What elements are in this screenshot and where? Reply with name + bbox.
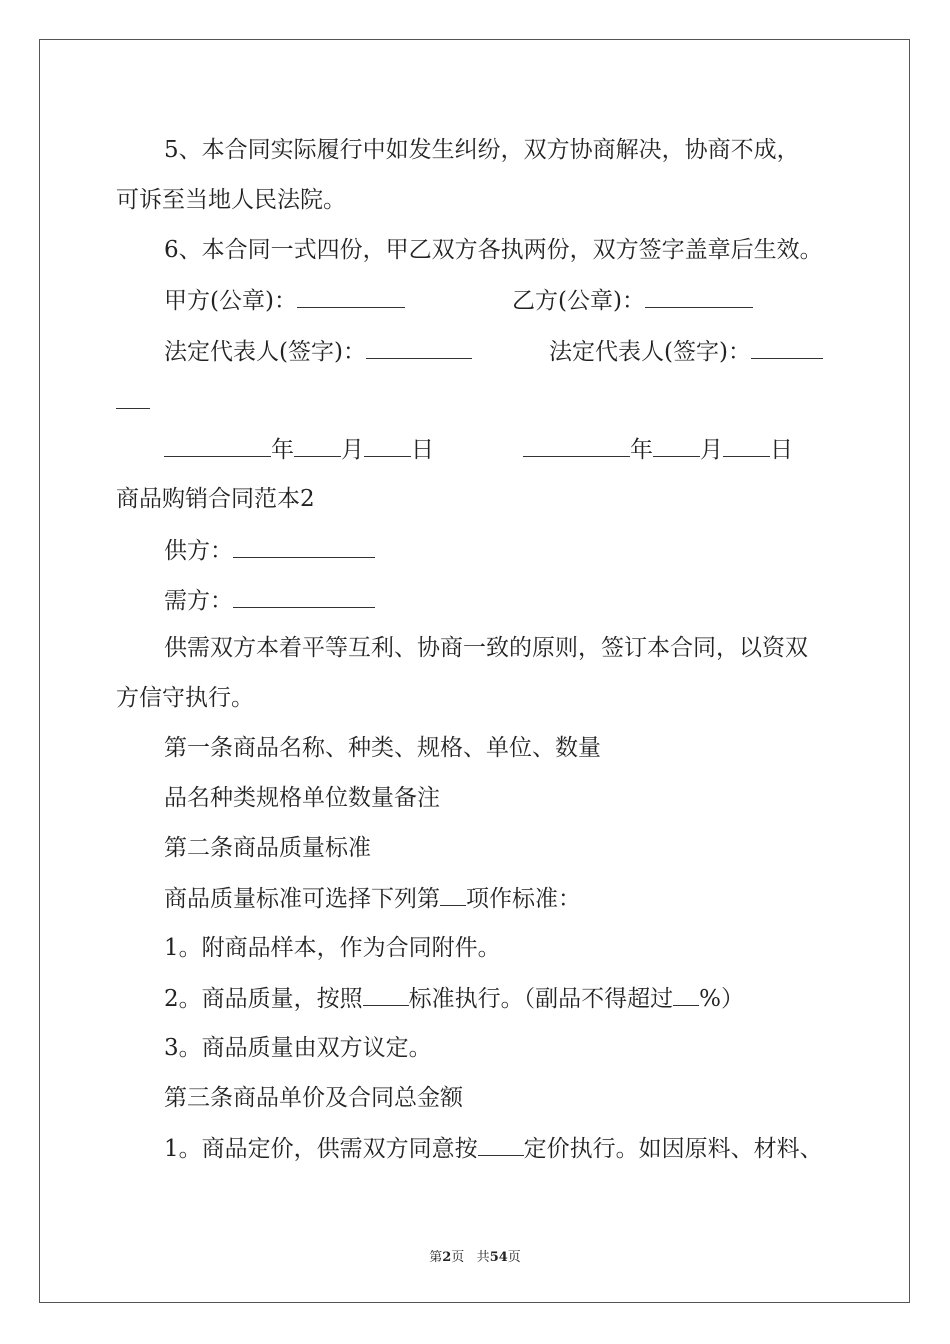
supplier-blank	[233, 535, 375, 558]
quality-item-2: 2。商品质量，按照 标准执行。（副品不得超过 %）	[164, 983, 744, 1014]
date-a	[164, 434, 434, 465]
day-label: 日	[411, 437, 434, 463]
rep-b-blank-continued	[116, 386, 150, 417]
quality-item-3: 3。商品质量由双方议定。	[164, 1035, 432, 1061]
page-border	[39, 39, 910, 1303]
supplier-label: 供方：	[164, 538, 233, 564]
month-label: 月	[341, 437, 364, 463]
year-label: 年	[630, 437, 653, 463]
rep-a-label: 法定代表人(签字)：	[164, 339, 366, 365]
rep-b-sign	[549, 336, 823, 367]
party-a-blank	[297, 285, 405, 308]
date-b	[523, 434, 793, 465]
party-b-seal	[512, 285, 753, 316]
party-a-seal	[164, 285, 405, 316]
party-b-label: 乙方(公章)：	[512, 288, 645, 314]
article-1-columns: 品名种类规格单位数量备注	[164, 785, 440, 811]
day-label: 日	[770, 437, 793, 463]
preamble-line-1: 供需双方本着平等互利、协商一致的原则，签订本合同，以资双	[164, 635, 808, 661]
month-label: 月	[700, 437, 723, 463]
year-label: 年	[271, 437, 294, 463]
page-footer: 第2页 共54页	[429, 1250, 521, 1265]
clause-5-line-1: 5、本合同实际履行中如发生纠纷，双方协商解决，协商不成，	[164, 137, 800, 163]
rep-b-blank	[751, 336, 823, 359]
buyer-blank	[233, 585, 375, 608]
rep-a-sign	[164, 336, 472, 367]
preamble-line-2: 方信守执行。	[116, 685, 254, 711]
total-pages: 54	[489, 1250, 508, 1265]
party-b-blank	[645, 285, 753, 308]
buyer-label: 需方：	[164, 588, 233, 614]
quality-item-1: 1。附商品样本，作为合同附件。	[164, 935, 501, 961]
page-number: 2	[442, 1250, 452, 1265]
article-1-title: 第一条商品名称、种类、规格、单位、数量	[164, 735, 601, 761]
clause-5-line-2: 可诉至当地人民法院。	[116, 187, 346, 213]
article-2-title: 第二条商品质量标准	[164, 835, 371, 861]
party-a-label: 甲方(公章)：	[164, 288, 297, 314]
supplier-field	[164, 535, 375, 566]
price-item-1: 1。商品定价，供需双方同意按 定价执行。如因原料、材料、	[164, 1133, 823, 1164]
quality-select-line: 商品质量标准可选择下列第 项作标准：	[164, 883, 581, 914]
article-3-title: 第三条商品单价及合同总金额	[164, 1085, 463, 1111]
rep-b-label: 法定代表人(签字)：	[549, 339, 751, 365]
clause-6: 6、本合同一式四份，甲乙双方各执两份，双方签字盖章后生效。	[164, 237, 823, 263]
section-title: 商品购销合同范本2	[116, 486, 315, 512]
buyer-field	[164, 585, 375, 616]
rep-a-blank	[366, 336, 472, 359]
